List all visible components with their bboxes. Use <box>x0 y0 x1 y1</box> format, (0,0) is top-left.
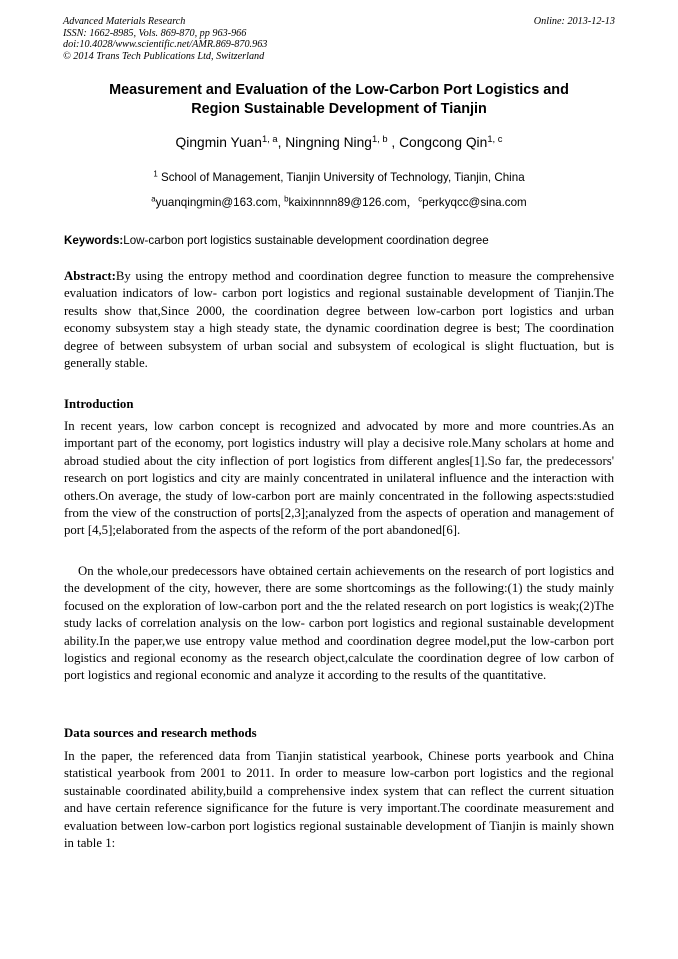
email-sup: c <box>418 194 423 204</box>
email-sup: a <box>151 194 156 204</box>
title-line-2: Region Sustainable Development of Tianjin <box>191 101 487 117</box>
issn-line: ISSN: 1662-8985, Vols. 869-870, pp 963-966 <box>63 27 247 39</box>
introduction-paragraph-2: On the whole,our predecessors have obtained certain achievements on the research of port logistics and the development of the city, however, there are some shortcomings as the following:(1) the study mainly focused on the exploration of low-carbon port and the the related research on port logistics is weak;(2)The study lacks of correlation analysis on the low- carbon port logistics and regional sustainable development ability.In the paper,we use entropy value method and coordination degree model,put the low-carbon port logistics and regional economy as the research object,calculate the coordination degree of low carbon of port logistics and regional economic and analyze it according to the results of the quantitative. <box>64 564 614 683</box>
author-name: Ningning Ning <box>285 135 372 150</box>
author-sup: 1, b <box>371 133 388 144</box>
email-address[interactable]: yuanqingmin@163.com <box>155 196 278 209</box>
email-address[interactable]: perkyqcc@sina.com <box>422 196 527 209</box>
affiliation-sup: 1 <box>153 169 158 179</box>
author-separator: , <box>387 135 400 150</box>
data-sources-paragraph: In the paper, the referenced data from Tianjin statistical yearbook, Chinese ports yearbook and China statistical yearbook from 2001 to 2011. In order to measure low-carbon port logistics and the regional sustainable coordinated ability,build a comprehensive index system that can reflect the current situation and have certain reference significance for the future is very important.The coordinate measurement and evaluation between low-carbon port logistics regional sustainable development of Tianjin is mainly shown in table 1: <box>64 749 614 851</box>
author-sup: 1, a <box>261 133 278 144</box>
author-list <box>63 134 615 152</box>
keywords-label: Keywords: <box>64 234 124 247</box>
author-separator: , <box>277 135 286 150</box>
email-separator: ， <box>406 196 419 209</box>
author-name: Qingmin Yuan <box>175 135 262 150</box>
copyright-line: © 2014 Trans Tech Publications Ltd, Switzerland <box>63 50 265 62</box>
doi-line: doi:10.4028/www.scientific.net/AMR.869-870.963 <box>63 39 268 51</box>
email-separator: , <box>277 196 285 209</box>
abstract-label: Abstract: <box>64 269 116 283</box>
introduction-heading: Introduction <box>64 397 134 411</box>
affiliation <box>63 170 615 186</box>
keywords-text: Low-carbon port logistics sustainable development coordination degree <box>123 234 489 247</box>
email-sup: b <box>284 194 289 204</box>
introduction-paragraph-1: In recent years, low carbon concept is recognized and advocated by more and more countries.As an important part of the economy, port logistics industry will play a decisive role.Many scholars at home and abroad studied about the city inflection of port logistics from different angles[1].So far, the predecessors' research on port logistics and city are mainly concentrated in unilateral influence and the interaction with others.On average, the study of low-carbon port are mainly concentrated in the following aspects:studied from the view of the construction of ports[2,3];analyzed from the aspects of operation and management of port [4,5];elaborated from the aspects of the reform of the port abandoned[6]. <box>64 419 614 538</box>
abstract-text: By using the entropy method and coordination degree function to measure the comprehensive evaluation indicators of low- carbon port logistics and regional sustainable development of Tianjin.The results show that,Since 2000, the coordination degree between low-carbon port logistics and urban economy subsystem stay a high steady state, the dynamic coordination degree is best; The coordination degree of between subsystem of urban social and subsystem of ecological is slight fluctuation, but is generally stable. <box>64 269 614 371</box>
abstract <box>64 268 614 372</box>
email-address[interactable]: kaixinnnn89@126.com <box>288 196 407 209</box>
affiliation-text: School of Management, Tianjin University of Technology, Tianjin, China <box>157 171 525 184</box>
paper-title <box>63 81 615 119</box>
email-list <box>63 195 615 211</box>
online-date: Online: 2013-12-13 <box>533 16 615 27</box>
author-sup: 1, c <box>487 133 503 144</box>
author-name: Congcong Qin <box>399 135 488 150</box>
journal-name: Advanced Materials Research <box>63 16 186 27</box>
journal-header <box>63 16 615 62</box>
data-sources-heading: Data sources and research methods <box>64 726 257 740</box>
title-line-1: Measurement and Evaluation of the Low-Carbon Port Logistics and <box>109 82 569 98</box>
keywords <box>64 233 616 249</box>
